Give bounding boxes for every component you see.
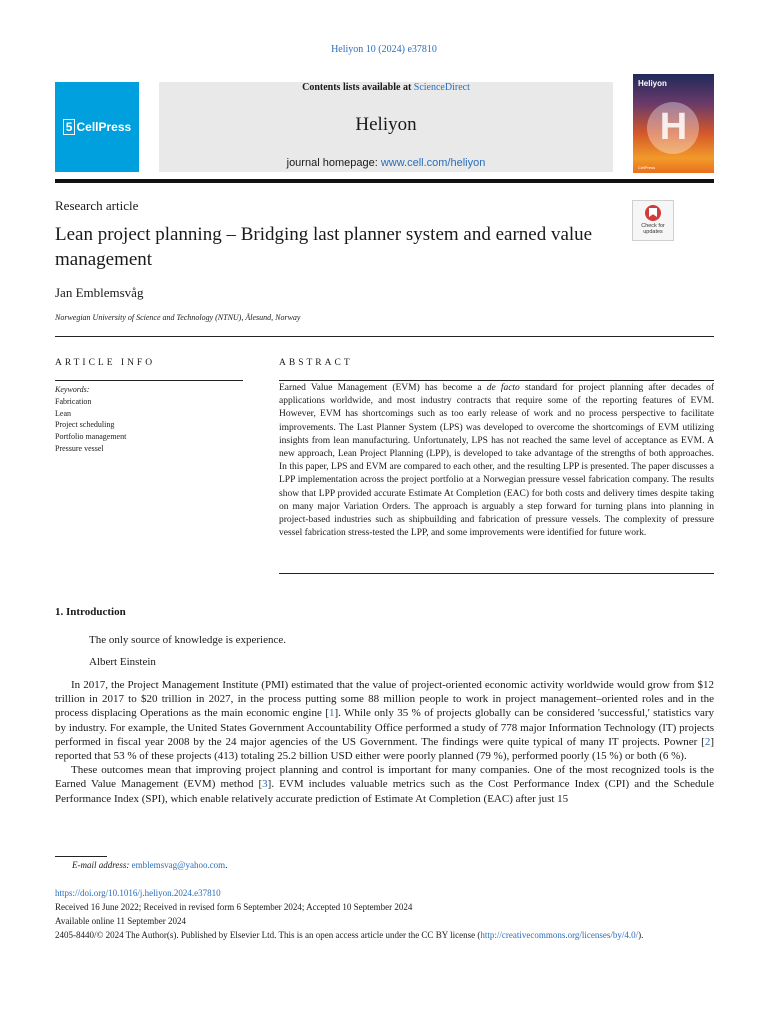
epigraph-quote: The only source of knowledge is experience.: [89, 634, 287, 646]
sciencedirect-link[interactable]: ScienceDirect: [413, 82, 470, 93]
contents-line: Contents lists available at ScienceDirect: [302, 82, 470, 93]
keywords-label: Keywords:: [55, 385, 90, 394]
journal-banner: [159, 82, 613, 172]
paragraph: These outcomes mean that improving project planning and control is important for many companies. One of the most recognized tools is the Earned Value Management (EVM) method [3]. EVM includes valuable metrics such as the Cost Performance Index (CPI) and the Schedule Performance Index (SPI), which enable relatively accurate prediction of Estimate At Completion (EAC) after just 15: [55, 764, 714, 805]
citation-link[interactable]: 2: [704, 735, 711, 748]
homepage-link[interactable]: www.cell.com/heliyon: [380, 157, 486, 169]
divider: [55, 336, 714, 337]
keyword: Fabrication: [55, 396, 92, 406]
abstract-text: Earned Value Management (EVM) has become a de facto standard for project planning after decades of applications worldwide, and most industry contracts that require some of the reporting features of EVM. However, EVM has shortcomings such as too early release of work and no process perspective to facilitate improvements. The Last Planner System (LPS) was developed to overcome the shortcomings of EVM utilizing insights from lean manufacturing. Unfortunately, LPS has not reached the same level of acceptance as EVM. A new approach, Lean Project Planning (LPP), is developed to take advantage of the strengths of both approaches. In this paper, LPS and EVM are compared to each other, and the resulting LPP is presented. The paper discusses a LPP implementation across the project portfolio at a Norwegian pressure vessel fabrication company. The results show that LPP provided accurate Estimate At Completion (EAC) for both costs and delivery times despite taking on many major Variation Orders. The approach is arguably a step forward for turning plans into planning in project-based industries such as shipbuilding and fabrication of pressure vessels. The complexity of pressure vessel fabrication stress-tested the LPP, and some improvements were identified for future work.: [279, 383, 714, 539]
check-updates-label: Check for updates: [641, 223, 665, 235]
keyword: Lean: [55, 408, 71, 418]
cellpress-logo[interactable]: [55, 82, 139, 172]
doi-link[interactable]: https://doi.org/10.1016/j.heliyon.2024.e37810: [55, 888, 221, 898]
available-online: Available online 11 September 2024: [55, 916, 186, 926]
divider: [55, 380, 243, 381]
keyword: Portfolio management: [55, 432, 127, 442]
journal-name: Heliyon: [355, 114, 417, 135]
article-info-heading: ARTICLE INFO: [55, 358, 156, 368]
bookmark-icon: [645, 205, 661, 221]
homepage-line: journal homepage: www.cell.com/heliyon: [286, 157, 486, 169]
journal-cover-image[interactable]: [633, 74, 714, 173]
divider: [279, 573, 714, 574]
check-for-updates-button[interactable]: [632, 200, 674, 241]
email-link[interactable]: emblemsvag@yahoo.com: [131, 860, 226, 870]
keywords-block: [55, 384, 126, 455]
citation-link[interactable]: 1: [328, 707, 335, 720]
footnote-divider: [55, 856, 107, 857]
cover-footer: CellPress: [638, 165, 656, 170]
paragraph: In 2017, the Project Management Institute (PMI) estimated that the value of project-oriented economic activity worldwide would grow from $12 trillion in 2017 to $20 trillion in 2027, in the process putting some 88 million people to work in project management–oriented roles and in the process displacing Operations as the main economic engine [1]. While only 35 % of projects globally can be considered 'successful,' statistics vary by industry. For example, the United States Government Accountability Office performed a study of 778 major Information Technology (IT) projects performed in fiscal year 2008 by the 24 major agencies of the US Government. The findings were quite typical of many IT projects. Powner [2] reported that 53 % of these projects (413) totaling 25.2 billion USD either were poorly planned (79 %), performed poorly (15 %) or both (6 %).: [55, 679, 715, 763]
section-heading: 1. Introduction: [55, 606, 126, 618]
keyword: Project scheduling: [55, 420, 115, 430]
received-dates: Received 16 June 2022; Received in revised form 6 September 2024; Accepted 10 September 2024: [55, 902, 413, 912]
author-name[interactable]: Jan Emblemsvåg: [55, 285, 144, 300]
keyword: Pressure vessel: [55, 443, 104, 453]
citation-link[interactable]: 3: [262, 778, 268, 791]
header-divider: [55, 179, 714, 183]
cellpress-logo-text: 5 CellPress: [55, 120, 139, 134]
epigraph-author: Albert Einstein: [89, 656, 156, 668]
email-footnote: E-mail address: emblemsvag@yahoo.com.: [72, 860, 228, 870]
license-statement: 2405-8440/© 2024 The Author(s). Published by Elsevier Ltd. This is an open access article under the CC BY license (http://creativecommons.org/licenses/by/4.0/).: [55, 930, 644, 940]
divider: [279, 380, 714, 381]
abstract-heading: ABSTRACT: [279, 358, 353, 368]
cover-letter: H: [659, 106, 688, 148]
body-text: [55, 678, 714, 806]
author-affiliation: Norwegian University of Science and Technology (NTNU), Ålesund, Norway: [55, 313, 301, 322]
journal-reference[interactable]: Heliyon 10 (2024) e37810: [331, 44, 437, 55]
cover-title: Heliyon: [638, 79, 667, 88]
article-title: Lean project planning – Bridging last planner system and earned value management: [55, 224, 593, 270]
license-link[interactable]: http://creativecommons.org/licenses/by/4.0/: [480, 930, 639, 940]
article-type: Research article: [55, 198, 139, 213]
